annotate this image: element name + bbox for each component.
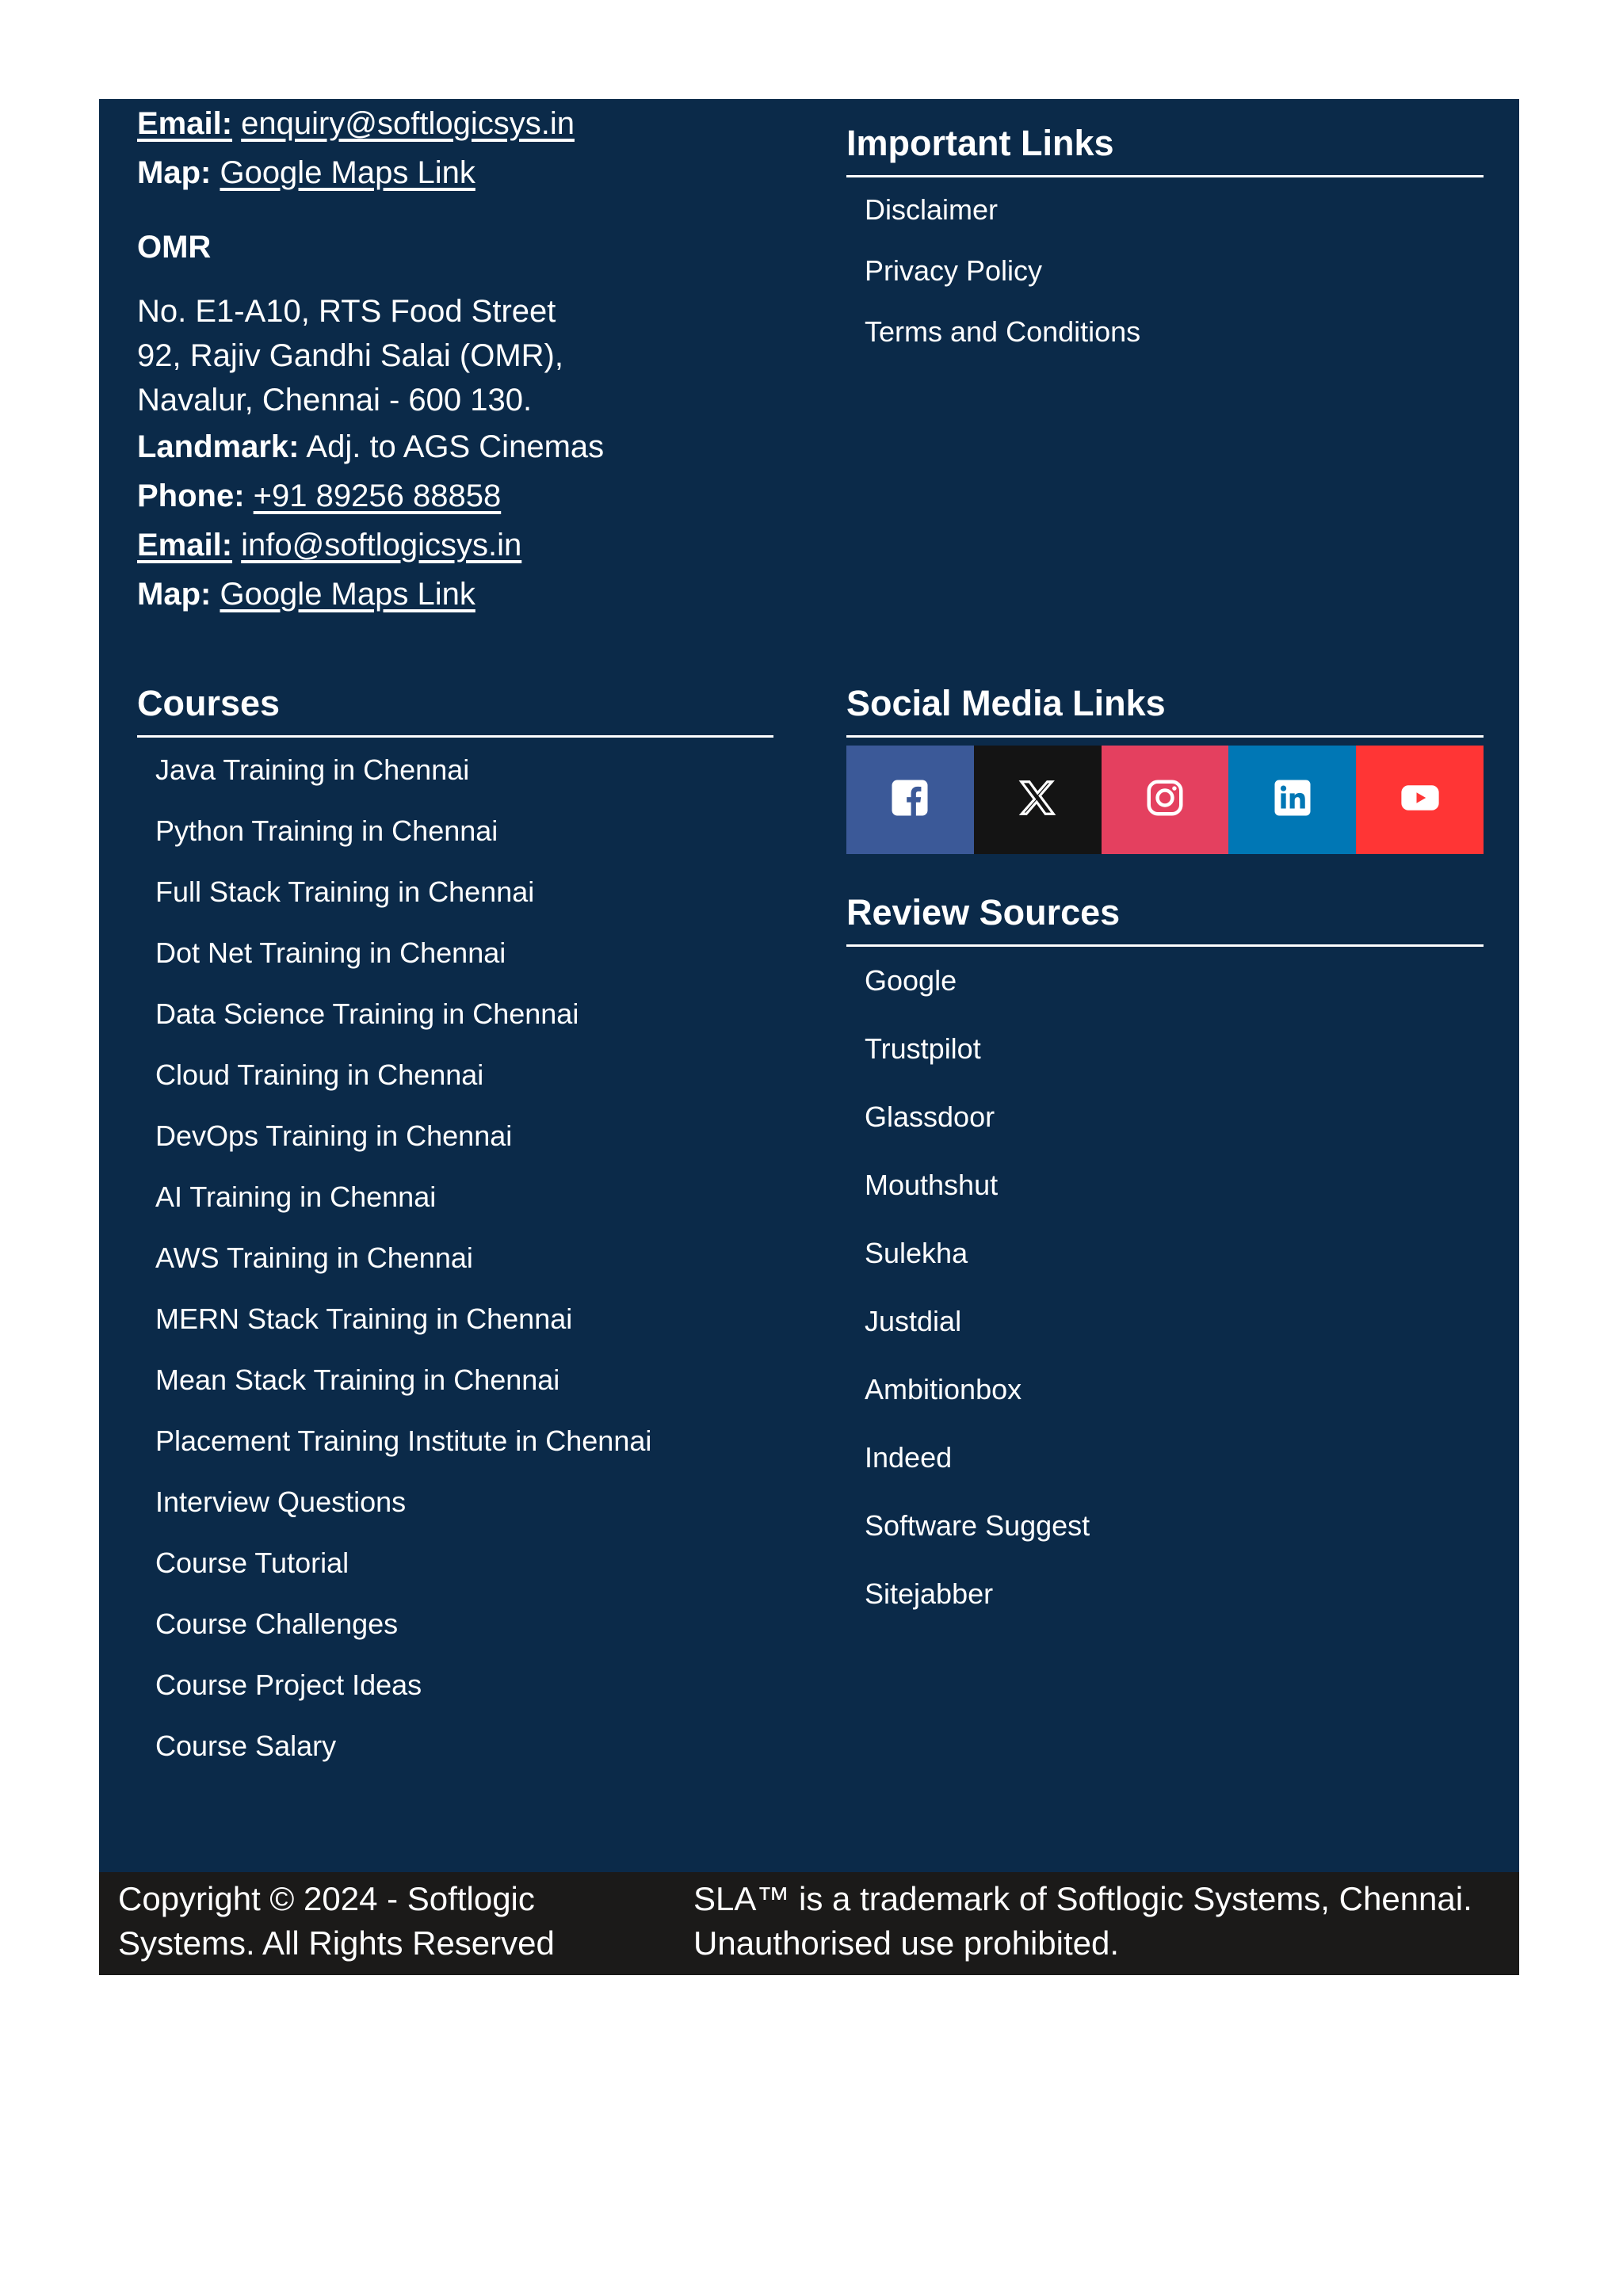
footer-link[interactable]: Course Challenges xyxy=(155,1608,399,1640)
instagram-button[interactable] xyxy=(1102,746,1229,854)
x-icon xyxy=(1016,776,1059,823)
branch-address xyxy=(137,289,604,422)
footer-link[interactable]: MERN Stack Training in Chennai xyxy=(155,1302,573,1335)
bottom-bar xyxy=(99,1872,1519,1975)
landmark-row xyxy=(137,422,604,471)
trademark-line: SLA™ is a trademark of Softlogic Systems, Chennai. xyxy=(693,1880,1472,1917)
courses-section xyxy=(137,680,773,1776)
footer-link[interactable]: Course Tutorial xyxy=(155,1547,349,1579)
footer-link[interactable]: Indeed xyxy=(865,1441,953,1474)
contact-email-row xyxy=(137,99,575,148)
copyright-line: Systems. All Rights Reserved xyxy=(118,1924,555,1962)
review-section xyxy=(846,889,1484,1628)
copyright-text xyxy=(118,1877,625,1966)
footer-link[interactable]: Mouthshut xyxy=(865,1169,999,1201)
map-label: Map: xyxy=(137,577,212,612)
footer-link[interactable]: Python Training in Chennai xyxy=(155,814,498,847)
map-label: Map: xyxy=(137,155,212,190)
email-label: Email: xyxy=(137,106,233,141)
phone-row xyxy=(137,471,604,521)
site-footer xyxy=(99,99,1519,1872)
footer-link[interactable]: Course Salary xyxy=(155,1730,337,1762)
social-title: Social Media Links xyxy=(846,680,1484,738)
courses-list xyxy=(137,739,773,1776)
footer-link[interactable]: Software Suggest xyxy=(865,1509,1090,1542)
youtube-icon xyxy=(1399,776,1442,823)
footer-link[interactable]: Glassdoor xyxy=(865,1100,995,1133)
email-link[interactable]: enquiry@softlogicsys.in xyxy=(241,106,575,141)
address-line: No. E1-A10, RTS Food Street xyxy=(137,294,556,329)
map-link[interactable]: Google Maps Link xyxy=(220,577,475,612)
footer-link[interactable]: Course Project Ideas xyxy=(155,1669,422,1701)
top-contact-block xyxy=(137,99,575,197)
linkedin-button[interactable] xyxy=(1228,746,1356,854)
address-line: Navalur, Chennai - 600 130. xyxy=(137,383,533,418)
trademark-line: Unauthorised use prohibited. xyxy=(693,1924,1120,1962)
youtube-button[interactable] xyxy=(1356,746,1484,854)
social-section xyxy=(846,680,1484,854)
map-row xyxy=(137,570,604,619)
review-title: Review Sources xyxy=(846,889,1484,947)
footer-link[interactable]: Data Science Training in Chennai xyxy=(155,997,579,1030)
branch-title: OMR xyxy=(137,230,212,265)
footer-link[interactable]: Trustpilot xyxy=(865,1032,981,1065)
contact-map-row xyxy=(137,148,575,197)
landmark-value: Adj. to AGS Cinemas xyxy=(306,429,605,464)
footer-link[interactable]: Cloud Training in Chennai xyxy=(155,1058,484,1091)
instagram-icon xyxy=(1144,776,1186,823)
footer-link[interactable]: AI Training in Chennai xyxy=(155,1180,437,1213)
map-link[interactable]: Google Maps Link xyxy=(220,155,475,190)
email-row xyxy=(137,521,604,570)
x-button[interactable] xyxy=(974,746,1102,854)
footer-link[interactable]: Dot Net Training in Chennai xyxy=(155,936,506,969)
footer-link[interactable]: Java Training in Chennai xyxy=(155,753,470,786)
footer-link[interactable]: Privacy Policy xyxy=(865,254,1043,287)
facebook-button[interactable] xyxy=(846,746,974,854)
footer-link[interactable]: Terms and Conditions xyxy=(865,315,1141,348)
important-links-title: Important Links xyxy=(846,120,1484,177)
landmark-label: Landmark: xyxy=(137,429,300,464)
omr-branch xyxy=(137,202,604,619)
email-label: Email: xyxy=(137,528,233,563)
footer-link[interactable]: Google xyxy=(865,964,957,997)
review-list xyxy=(846,947,1484,1628)
footer-link[interactable]: Full Stack Training in Chennai xyxy=(155,875,535,908)
social-buttons xyxy=(846,746,1484,854)
footer-link[interactable]: AWS Training in Chennai xyxy=(155,1241,473,1274)
footer-link[interactable]: DevOps Training in Chennai xyxy=(155,1119,513,1152)
linkedin-icon xyxy=(1271,776,1314,823)
copyright-line: Copyright © 2024 - Softlogic xyxy=(118,1880,535,1917)
footer-link[interactable]: Disclaimer xyxy=(865,193,999,226)
footer-link[interactable]: Mean Stack Training in Chennai xyxy=(155,1363,560,1396)
footer-link[interactable]: Sitejabber xyxy=(865,1577,994,1610)
phone-label: Phone: xyxy=(137,479,245,513)
address-line: 92, Rajiv Gandhi Salai (OMR), xyxy=(137,338,563,373)
email-link[interactable]: info@softlogicsys.in xyxy=(241,528,522,563)
footer-link[interactable]: Ambitionbox xyxy=(865,1373,1022,1405)
important-links-section xyxy=(846,120,1484,362)
footer-link[interactable]: Justdial xyxy=(865,1305,962,1337)
facebook-icon xyxy=(888,776,931,823)
courses-title: Courses xyxy=(137,680,773,738)
footer-link[interactable]: Placement Training Institute in Chennai xyxy=(155,1425,652,1457)
footer-link[interactable]: Sulekha xyxy=(865,1237,968,1269)
trademark-text xyxy=(693,1877,1510,1966)
important-links-list xyxy=(846,179,1484,362)
phone-link[interactable]: +91 89256 88858 xyxy=(253,479,502,513)
footer-link[interactable]: Interview Questions xyxy=(155,1486,407,1518)
